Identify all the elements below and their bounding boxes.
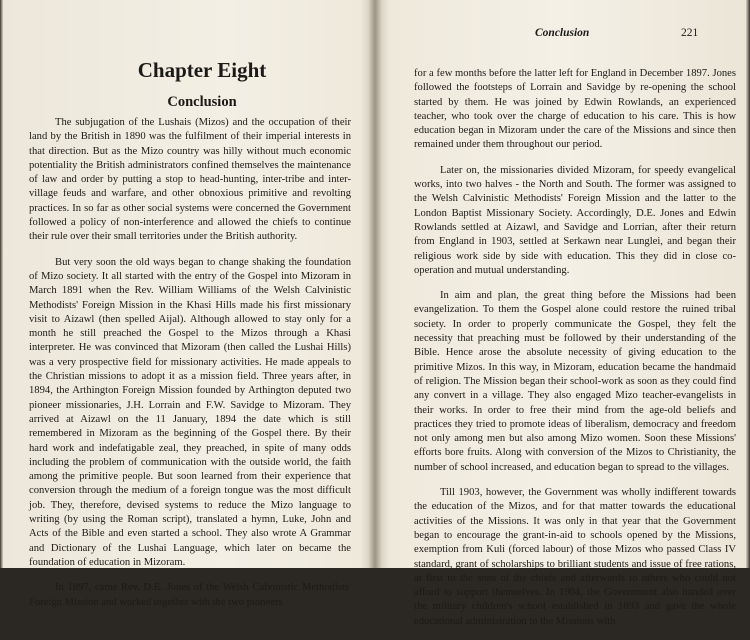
section-title: Conclusion: [167, 94, 237, 110]
page-number: 221: [681, 27, 699, 39]
paragraph: The subjugation of the Lushais (Mizos) and the occupation of their land by the British in 1890 was the fulfilment of their imperial interests in that direction. But as the Mizo country was hilly without much economic potentiality the British administrators confined themselves the maintenance of law and order by putting a stop to head-hunting, inter-tribe and inter-village feuds and warfare, and other obnoxious primitive and revolting practices. In so far as other social systems were concerned the Government followed a policy of non-interference and allowed the chiefs to continue their rule over their small territories under the British authority.: [29, 117, 351, 243]
paragraph: In aim and plan, the great thing before the Missions had been evangelization. To them the Gospel alone could restore the ruined tribal society. In order to properly communicate the Gospel, they felt the necessity that preaching must be followed by their understanding of the Bible. Hence arose the absolute necessity of giving education to the primitive Mizos. In this way, in Mizoram, education became the handmaid of religion. The Mission began their school-work as soon as they could find any convert in a village. They also engaged Mizo teacher-evangelists in their works. In order to free their mind from the age-old beliefs and practices they tried to promote ideas of liberalism, democracy and freedom not only among men but also among Mizo women. Soon these Missions' efforts bore fruits. Along with conversion of the Mizos to Christianity, the number of school increased, and education began to spread to the villages.: [414, 290, 736, 473]
paragraph: Later on, the missionaries divided Mizoram, for speedy evangelical works, into two halves - the North and South. The former was assigned to the Welsh Calvinistic Methodists' Foreign Mission and the latter to the London Baptist Missionary Society. Accordingly, D.E. Jones and Edwin Rowlands settled at Aizawl, and Savidge and Lorrian, after their return from England in 1903, settled at Serkawn near Lunglei, and began their religious work side by side with education. This they did in close co-operation and mutual understanding.: [414, 164, 736, 276]
paragraph: But very soon the old ways began to change shaking the foundation of Mizo society. It all started with the entry of the Gospel into Mizoram in March 1891 when the Rev. William Williams of the Welsh Calvinistic Methodists' Foreign Mission in the Khasi Hills made his first missionary visit to Aizawl (then spelled Aijal). Although allowed to stay only for a month he still preached the Gospel to the Mizos through a Khasi interpreter. He was convinced that Mizoram (then called the Lushai Hills) was a very prospective field for missionary activities. He made appeals to the Christian missions to adopt it as a mission field. Three years after, in 1894, the Arthington Foreign Mission founded by Arthington deputed two pioneer missionaries, J.H. Lorrain and F.W. Savidge to Mizoram. They arrived at Aizawl on the 11 January, 1894 the date which is still remembered in Mizoram as the beginning of the Gospel there. By their hard work and indefatigable zeal, they preached, in spite of many odds including the problem of communication with the outside world, the faith among the primitive people. But soon learned from their experience that conversion through the medium of a foreign tongue was the most difficult job. They, therefore, devised systems to reduce the Mizo language to writing (by using the Roman script), translated a hymn, Luke, John and Acts of the Bible and even started a school. They also wrote A Grammar and Dictionary of the Lushai Language, which later on became the foundation of education in Mizoram.: [29, 256, 351, 568]
left-page-body: [29, 116, 351, 621]
chapter-title: Chapter Eight: [137, 58, 267, 82]
book-edge-right: [746, 0, 750, 568]
left-page: [0, 0, 370, 608]
right-page-body: [414, 67, 736, 640]
running-head: Conclusion: [535, 27, 590, 39]
paragraph: for a few months before the latter left for England in December 1897. Jones followed the footsteps of Lorrain and Savidge by re-opening the school started by them. He was joined by Edwin Rowlands, an experienced teacher, who took over the charge of education to his care. This is how education began in Mizoram under the care of the Missions and since then remained under them throughout our period.: [414, 68, 736, 151]
paragraph: In 1897, came Rev. D.E. Jones of the Welsh Calvinistic Methodists' Foreign Mission and worked together with the two pioneers: [29, 582, 351, 608]
paragraph: Till 1903, however, the Government was wholly indifferent towards the education of the Mizos, and for that matter towards the educational activities of the Missions. It was only in that year that the Government began to encourage the grant-in-aid to schools opened by the Missions, exemption from Kuli (forced labour) of those Mizos who passed Class IV standard, grant of scholarships to brilliant students and issue of free rations, at first to the sons of the chiefs and afterwards to others who could not afford to support themselves. In 1904, the Government also handed over the military children's school established in 1893 and gave the whole educational administration to the Missions with: [414, 487, 736, 627]
right-page: [380, 0, 750, 627]
